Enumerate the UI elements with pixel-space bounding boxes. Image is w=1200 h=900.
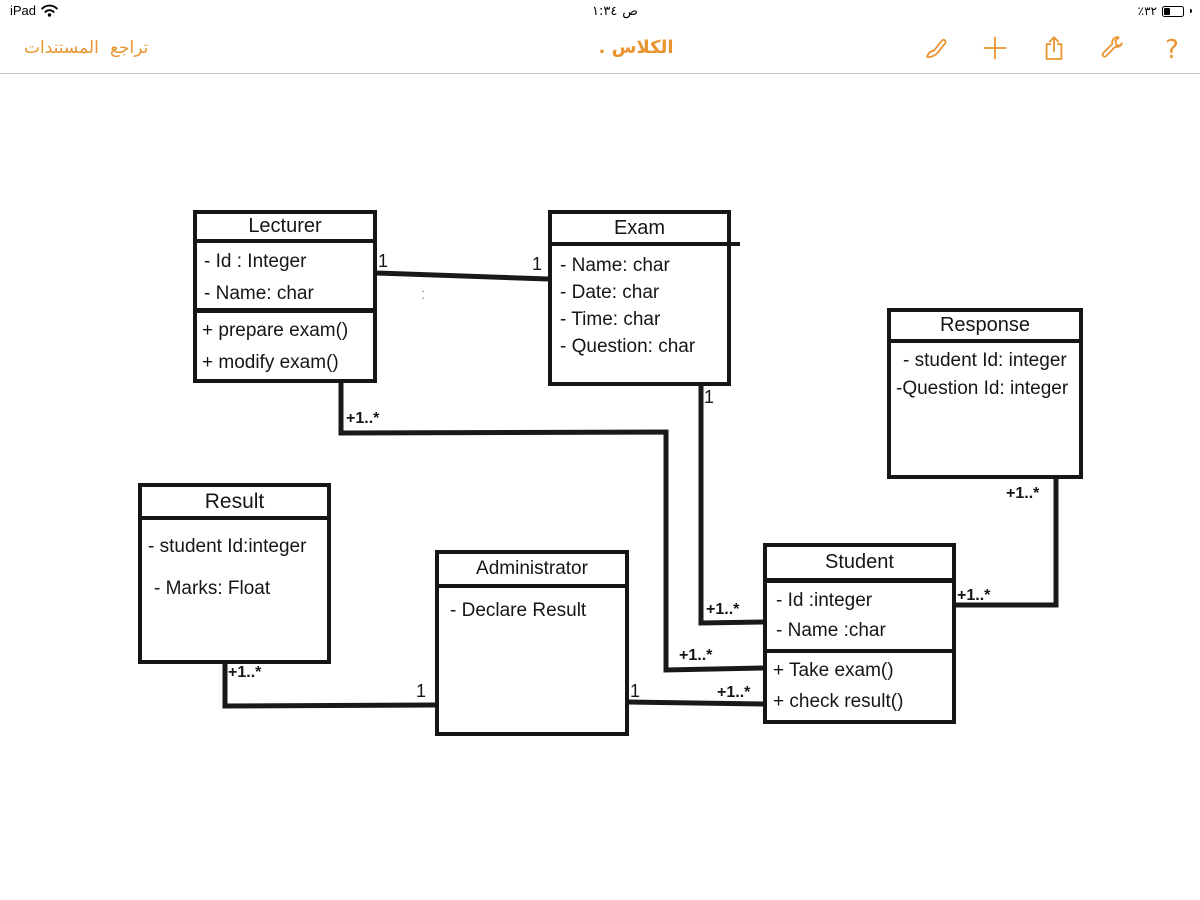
class-attributes: - Declare Result (450, 600, 587, 621)
class-title: Student (767, 547, 952, 583)
undo-button[interactable]: تراجع (110, 38, 149, 58)
multiplicity-label: +1..* (957, 587, 991, 604)
multiplicity-label: +1..* (1006, 485, 1040, 502)
multiplicity-label: +1..* (679, 647, 713, 664)
multiplicity-label: +1..* (706, 601, 740, 618)
diagram-canvas[interactable] (0, 75, 1200, 900)
device-label: iPad (10, 3, 37, 18)
documents-button[interactable]: المستندات (24, 38, 99, 58)
time-period: ص (622, 4, 639, 19)
time-digits: ١:٣٤ (591, 4, 618, 19)
class-title: Response (891, 312, 1079, 343)
multiplicity-label: +1..* (346, 410, 380, 427)
association-administrator-student[interactable] (628, 702, 763, 704)
class-lecturer[interactable] (193, 210, 377, 383)
class-methods: + prepare exam() + modify exam() (197, 308, 373, 379)
multiplicity-label: 1 (630, 681, 641, 701)
class-attributes: - Id :integer - Name :char (776, 590, 886, 641)
multiplicity-label: 1 (416, 681, 427, 701)
class-title: Administrator (439, 554, 625, 588)
class-administrator[interactable] (435, 550, 629, 736)
class-attributes: - Id : Integer - Name: char (204, 251, 314, 304)
association-exam-student[interactable] (701, 384, 763, 623)
multiplicity-label: +1..* (717, 684, 751, 701)
association-lecturer-exam[interactable] (376, 273, 548, 279)
stray-colon-mark: : (421, 286, 426, 303)
class-attributes: - student Id: integer -Question Id: integer (896, 350, 1069, 399)
class-response[interactable] (887, 308, 1083, 479)
multiplicity-label: +1..* (228, 664, 262, 681)
multiplicity-label: 1 (378, 251, 389, 271)
help-icon: ? (1165, 34, 1179, 65)
document-title: الكلاس . (598, 37, 674, 58)
class-methods: + Take exam() + check result() (767, 649, 952, 720)
class-student[interactable] (763, 543, 956, 724)
battery-percent-label: ٪٣٢ (1137, 4, 1157, 18)
multiplicity-label: 1 (704, 387, 715, 407)
class-title: Lecturer (197, 214, 373, 243)
class-title: Result (142, 487, 327, 520)
class-attributes: - student Id:integer - Marks: Float (148, 536, 307, 599)
class-attributes: - Name: char - Date: char - Time: char - Question: char (560, 255, 696, 357)
class-title: Exam (552, 214, 727, 246)
multiplicity-label: 1 (532, 254, 543, 274)
class-result[interactable] (138, 483, 331, 664)
class-exam[interactable] (548, 210, 731, 386)
